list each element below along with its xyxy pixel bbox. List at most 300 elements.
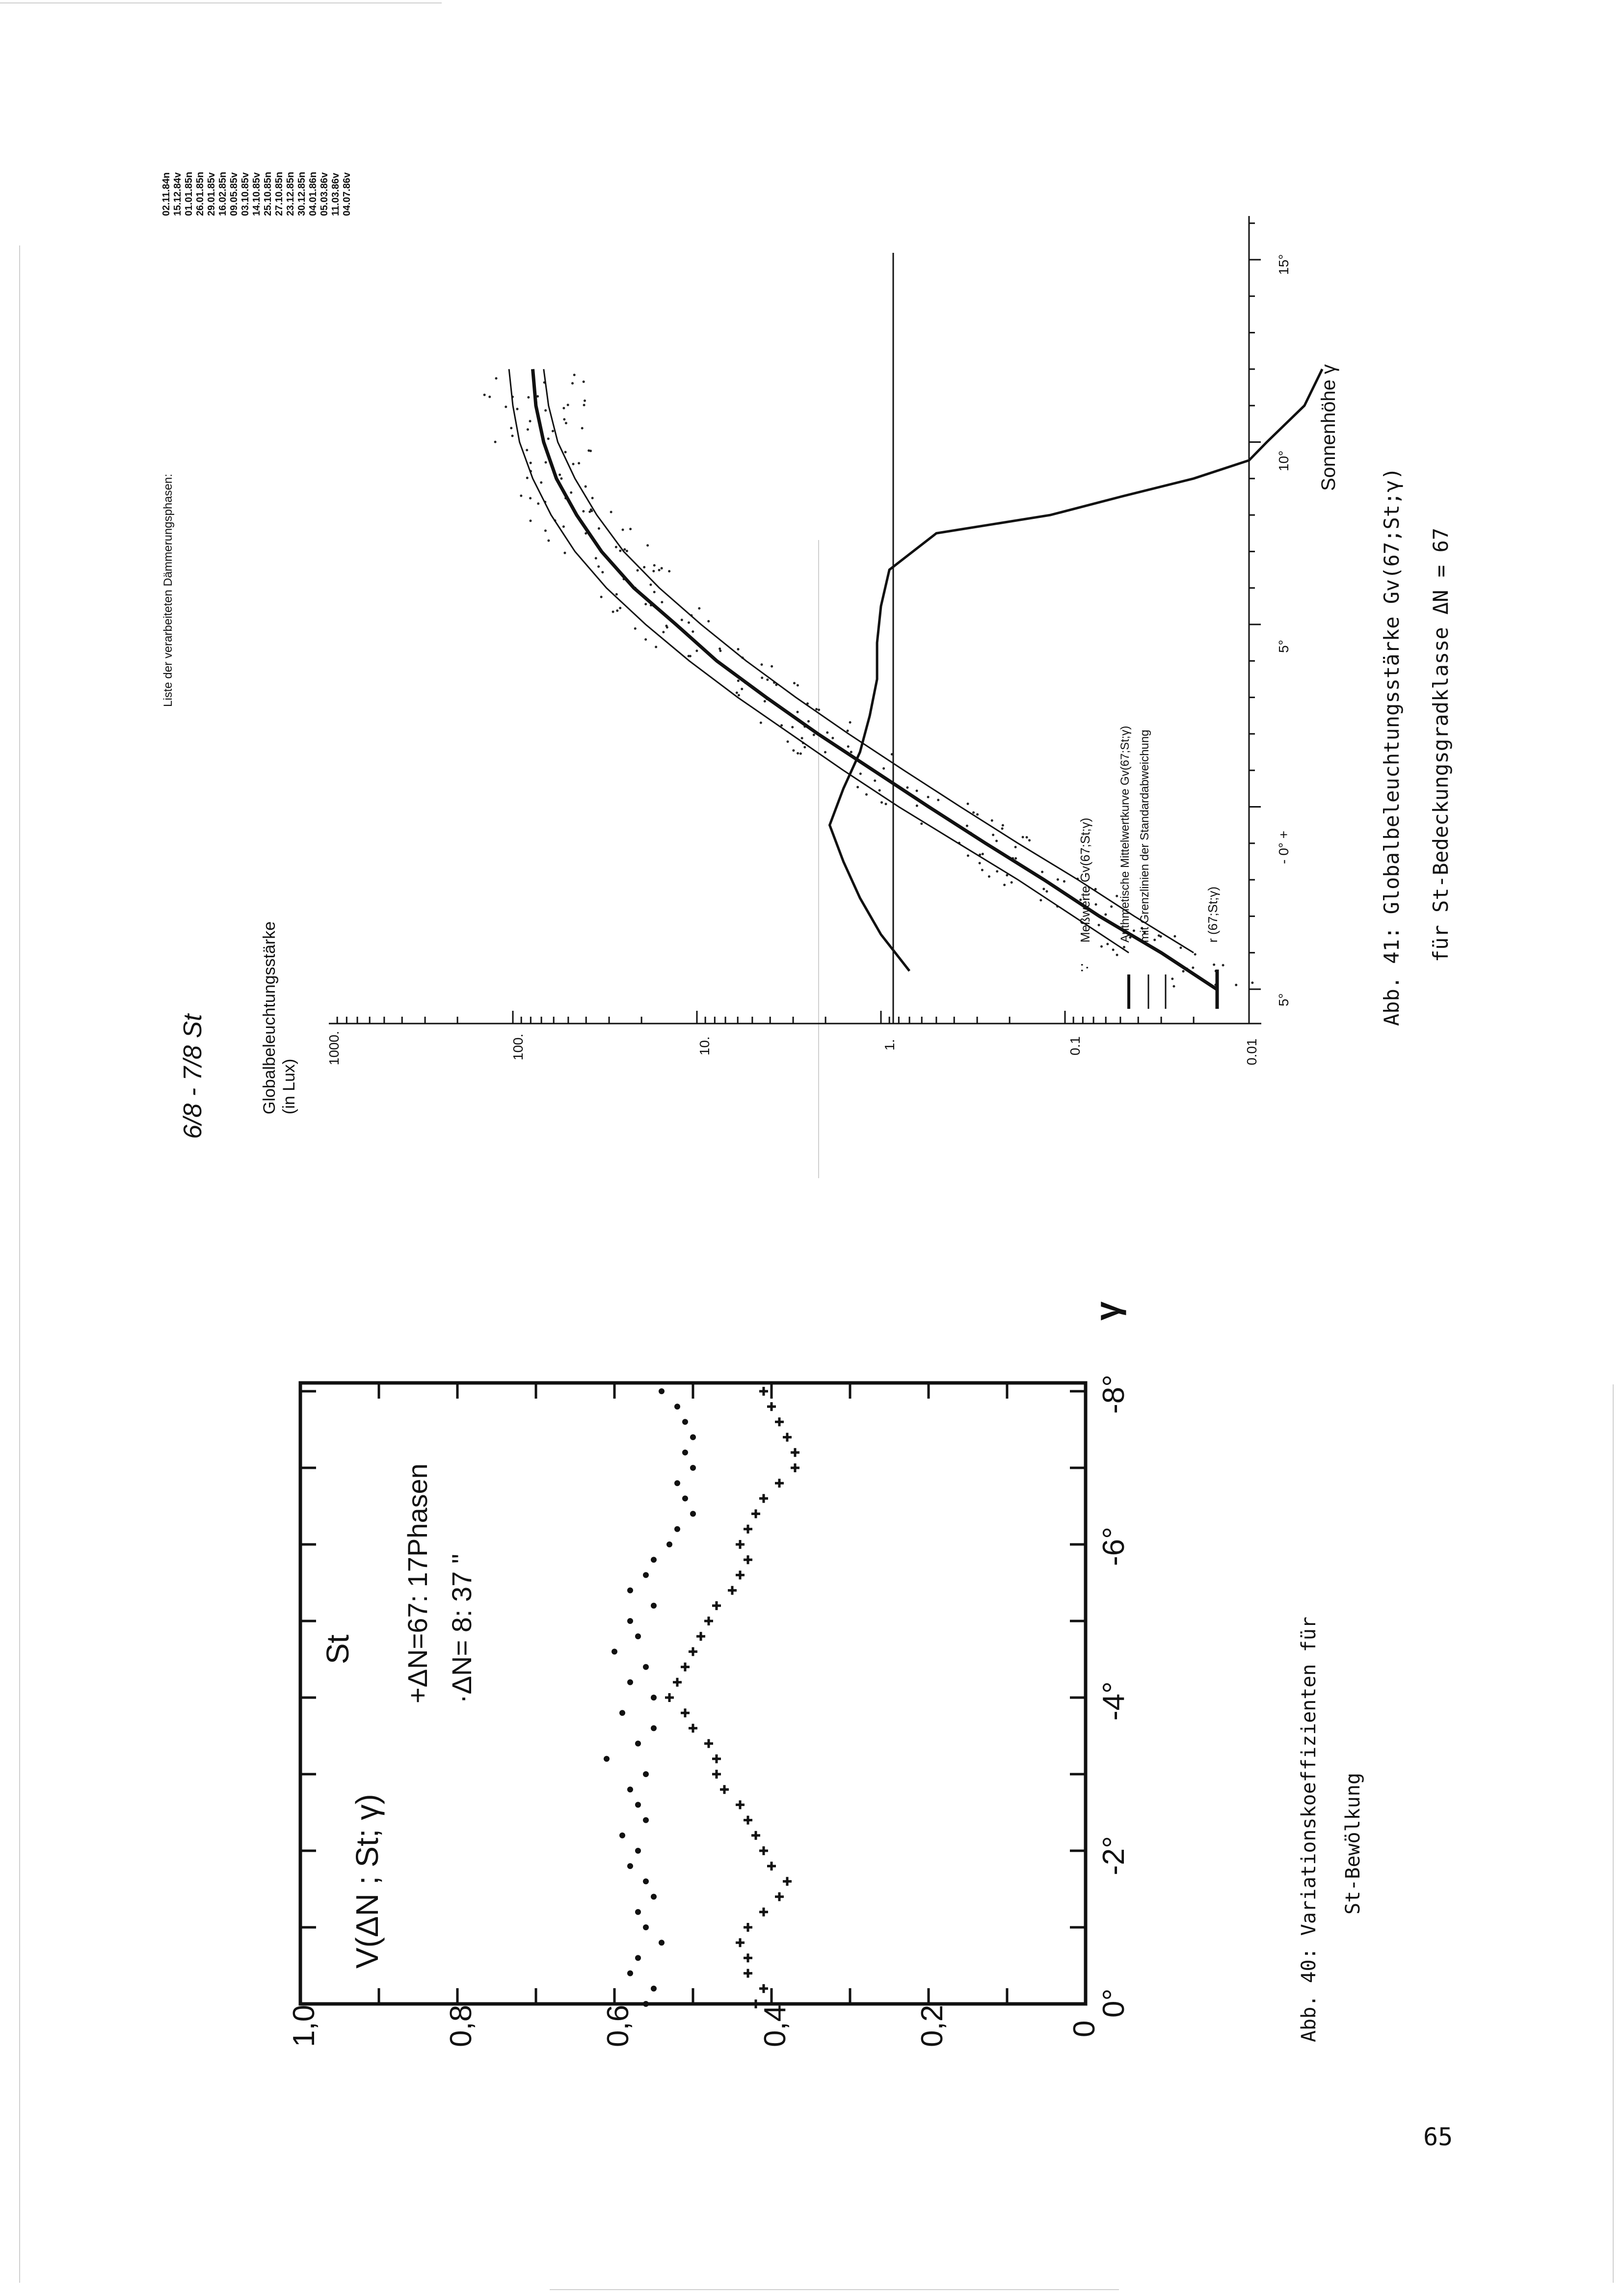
fig41-measured-point	[658, 569, 661, 571]
fig41-ytick-label: 0.1	[1067, 1036, 1083, 1055]
fig41-measured-point	[689, 655, 692, 657]
fig41-measured-point	[520, 494, 522, 497]
fig41-measured-point	[878, 789, 881, 791]
fig41-measured-point	[815, 708, 818, 710]
fig41-legend-measured-symbol: ∵	[1077, 963, 1092, 972]
fig41-measured-point	[1222, 964, 1224, 967]
fig41-measured-point	[1045, 890, 1048, 892]
fig41-measured-point	[1192, 967, 1194, 969]
fig41-measured-point	[526, 449, 528, 451]
fig41-measured-point	[818, 708, 820, 711]
fig41-measured-point	[1110, 905, 1113, 908]
fig40-plus-point	[791, 1448, 799, 1457]
fig40-plus-point	[673, 1678, 682, 1687]
fig41-measured-point	[537, 502, 539, 505]
fig40-ytick-label: 0,4	[758, 2004, 792, 2047]
fig41-measured-point	[1002, 824, 1004, 827]
fig41-measured-point	[681, 619, 683, 621]
fig40-plus-point	[751, 1831, 760, 1840]
fig40-plus-point	[720, 1785, 729, 1794]
fig41-measured-point	[530, 461, 532, 464]
fig41-measured-point	[826, 731, 828, 734]
fig41-measured-point	[824, 751, 826, 754]
fig41-measured-point	[1097, 924, 1100, 926]
fig41-measured-point	[916, 805, 918, 807]
fig41-measured-point	[1194, 953, 1197, 955]
fig41-measured-point	[1014, 846, 1017, 848]
fig41-measured-point	[1213, 964, 1215, 966]
fig41-measured-point	[595, 557, 597, 560]
fig41-measured-point	[850, 751, 852, 753]
fig41-measured-point	[629, 528, 632, 530]
fig40-dot-point	[682, 1450, 688, 1456]
fig40-dot-point	[643, 1878, 649, 1884]
fig41-ytick-label: 100.	[510, 1033, 526, 1060]
fig40-dot-point	[666, 1541, 672, 1547]
fig41-measured-point	[787, 740, 789, 743]
fig41-measured-point	[1100, 945, 1103, 948]
fig41-measured-point	[560, 477, 562, 480]
fig41-measured-point	[797, 684, 799, 687]
fig40-dot-point	[690, 1434, 696, 1440]
fig40-dot-point	[651, 1603, 657, 1609]
fig40-dot-point	[627, 1588, 633, 1594]
fig41-measured-point	[927, 796, 930, 798]
fig41-measured-point	[738, 694, 740, 697]
fig41-measured-point	[1235, 984, 1237, 986]
fig41-measured-point	[1095, 903, 1097, 906]
fig41-ytick-label: 1000.	[326, 1030, 342, 1065]
fig40-plus-point	[704, 1739, 713, 1748]
fig41-measured-point	[1042, 888, 1045, 890]
fig41-measured-point	[760, 722, 762, 724]
fig41-heading: 6/8 - 7/8 St	[179, 1014, 207, 1139]
fig41-ytick-label: 0.01	[1244, 1038, 1259, 1065]
fig41-measured-point	[619, 607, 621, 609]
fig41-measured-point	[529, 497, 532, 499]
fig41-measured-point	[661, 601, 663, 603]
fig41-measured-point	[615, 593, 618, 595]
fig40-dot-point	[612, 1648, 617, 1654]
fig40-dot-point	[619, 1833, 625, 1838]
phase-item: 14.10.85v	[251, 172, 262, 216]
fig41-measured-point	[570, 491, 572, 494]
fig40-dot-point	[659, 1940, 665, 1945]
fig41-measured-point	[516, 408, 518, 410]
fig40-plus-point	[689, 1647, 697, 1656]
fig41-measured-point	[1063, 880, 1065, 883]
fig41-measured-point	[582, 510, 585, 513]
fig41-measured-point	[1104, 913, 1107, 916]
fig40-ytick-label: 0	[1067, 2020, 1101, 2037]
fig40-dot-point	[643, 1771, 649, 1777]
fig40-dot-point	[604, 1756, 610, 1762]
fig40-ytick-label: 1,0	[287, 2004, 321, 2047]
fig41-ytick-label: 1.	[882, 1039, 897, 1051]
fig40-dot-point	[659, 1388, 665, 1394]
figure-41	[161, 172, 1453, 1139]
fig41-measured-point	[571, 382, 574, 384]
fig41-lines	[509, 369, 1322, 989]
fig40-plus-point	[775, 1417, 784, 1426]
fig41-legend-mean: Arithmetische Mittelwertkurve Gv(67;St;γ)	[1118, 726, 1132, 943]
fig40-title: St	[320, 1634, 355, 1664]
fig41-measured-point	[1158, 934, 1160, 937]
fig41-measured-point	[906, 786, 908, 789]
fig41-xtick-labels	[1276, 254, 1291, 1006]
fig41-measured-point	[972, 811, 975, 814]
fig40-dot-point	[643, 1817, 649, 1823]
fig41-measured-point	[847, 745, 850, 748]
fig40-plus-point	[736, 1570, 745, 1579]
fig41-measured-point	[547, 437, 550, 440]
fig41-measured-point	[591, 497, 594, 499]
fig41-measured-point	[562, 407, 565, 409]
fig41-measured-point	[981, 869, 984, 871]
fig41-measured-point	[578, 462, 580, 464]
fig41-measured-point	[1039, 899, 1042, 901]
fig40-plus-point	[767, 1402, 776, 1411]
fig41-measured-point	[598, 527, 600, 530]
fig41-measured-point	[653, 591, 656, 593]
fig41-measured-point	[766, 678, 769, 681]
phase-item: 09.05.85v	[229, 172, 239, 216]
phase-item: 02.11.84n	[161, 172, 172, 216]
fig40-dot-point	[690, 1465, 696, 1471]
fig41-measured-point	[552, 430, 554, 432]
phase-item: 27.10.85n	[274, 171, 285, 216]
fig41-measured-point	[601, 571, 604, 573]
phase-item: 15.12.84v	[172, 172, 183, 216]
fig41-measured-point	[996, 870, 998, 873]
fig40-plus-point	[744, 1953, 752, 1962]
fig40-plus-point	[775, 1479, 784, 1487]
fig41-measured-point	[891, 753, 893, 756]
fig41-measured-point	[737, 648, 740, 650]
fig40-dot-point	[627, 1863, 633, 1869]
fig41-measured-point	[653, 564, 656, 567]
fig40-plus-point	[696, 1632, 705, 1641]
fig40-dot-point	[674, 1404, 680, 1409]
fig41-measured-point	[1011, 881, 1013, 884]
fig41-list-title: Liste der verarbeiteten Dämmerungsphasen:	[161, 474, 175, 707]
fig41-measured-point	[719, 649, 721, 652]
fig41-measured-point	[626, 550, 628, 552]
fig41-measured-point	[511, 434, 514, 437]
fig41-measured-point	[991, 819, 993, 822]
fig40-plus-point	[665, 1693, 674, 1702]
fig41-measured-point	[610, 511, 612, 513]
fig40-dot-point	[635, 1741, 641, 1747]
fig41-measured-point	[1014, 857, 1017, 860]
fig41-series-line	[544, 369, 1194, 953]
fig40-plus-point	[759, 1387, 768, 1396]
fig40-dot-point	[635, 1802, 641, 1808]
fig40-plus-point	[744, 1923, 752, 1932]
fig40-xtick-label: 0°	[1097, 1988, 1131, 2018]
fig41-measured-point	[791, 726, 794, 729]
fig41-measured-point	[616, 609, 618, 612]
fig40-plus-point	[736, 1800, 745, 1809]
fig40-xtick-label: -4°	[1097, 1681, 1131, 1721]
page-number: 65	[1423, 2123, 1453, 2151]
fig40-plus-point	[759, 1494, 768, 1503]
fig41-measured-point	[581, 427, 584, 430]
fig40-legend-plus: +ΔN=67: 17Phasen	[402, 1463, 433, 1703]
fig40-dot-point	[643, 1572, 649, 1578]
fig41-measured-point	[527, 428, 529, 431]
fig41-measured-point	[992, 834, 994, 836]
fig41-measured-point	[856, 786, 859, 788]
fig41-legend-limits: mit Grenzlinien der Standardabweichung	[1138, 729, 1151, 943]
fig41-measured-point	[813, 733, 815, 736]
fig41-measured-point	[792, 749, 795, 752]
fig41-series-line	[533, 369, 1217, 989]
fig41-measured-point	[1022, 836, 1024, 838]
fig41-measured-point	[622, 529, 624, 531]
fig41-measured-point	[966, 825, 968, 827]
fig40-ylabel: V(ΔN ; St; γ)	[349, 1794, 385, 1969]
fig41-measured-point	[637, 569, 639, 571]
fig41-measured-point	[494, 441, 497, 443]
fig41-measured-point	[1057, 878, 1059, 881]
fig41-legend-measured: Meßwerte Gv(67;St;γ)	[1078, 817, 1092, 943]
fig41-xtick-label: 5°	[1276, 640, 1291, 653]
fig41-measured-point	[584, 400, 586, 402]
fig41-measured-point	[544, 530, 547, 532]
fig40-dot-point	[619, 1710, 625, 1716]
fig40-plus-point	[751, 1510, 760, 1518]
fig41-measured-point	[1179, 946, 1182, 949]
fig41-measured-point	[540, 481, 542, 484]
fig41-xtick-label: - 0° +	[1276, 830, 1291, 864]
fig41-measured-point	[526, 477, 529, 479]
fig40-plus-point	[704, 1617, 713, 1625]
fig40-plus-point	[712, 1755, 721, 1763]
fig40-xtick-labels	[1097, 1375, 1131, 2018]
fig40-marks	[604, 1387, 799, 2008]
phase-item: 29.01.85v	[206, 172, 217, 216]
fig41-measured-point	[573, 374, 576, 376]
fig41-xtick-label: 10°	[1276, 450, 1291, 471]
fig41-xtick-label: 15°	[1276, 254, 1291, 275]
fig40-plus-point	[744, 1555, 752, 1564]
fig41-measured-point	[761, 676, 763, 679]
fig40-legend-dot: ·ΔN= 8: 37 "	[446, 1554, 477, 1703]
fig41-measured-point	[1133, 929, 1135, 932]
fig41-measured-point	[920, 822, 923, 825]
fig41-xtick-label: 5°	[1276, 993, 1291, 1006]
fig40-plus-point	[759, 1908, 768, 1917]
fig41-measured-point	[967, 803, 969, 805]
fig41-measured-point	[982, 853, 984, 855]
fig41-measured-point	[583, 380, 585, 383]
fig41-measured-point	[529, 420, 532, 422]
fig40-plus-point	[759, 1984, 768, 1993]
fig41-measured-point	[874, 780, 876, 782]
fig41-measured-point	[600, 595, 603, 598]
fig41-measured-point	[988, 875, 990, 878]
fig41-measured-point	[1116, 954, 1118, 956]
phase-item: 05.03.86v	[319, 172, 330, 216]
fig41-measured-point	[615, 546, 617, 548]
fig40-dot-point	[635, 1848, 641, 1854]
fig41-measured-point	[563, 552, 566, 554]
fig41-legend-r: r (67;St;γ)	[1205, 886, 1220, 943]
fig41-measured-point	[718, 648, 721, 650]
fig41-measured-point	[847, 729, 849, 732]
fig40-plus-point	[775, 1892, 784, 1901]
fig40-ytick-label: 0,2	[915, 2004, 949, 2047]
phase-item: 01.01.85n	[184, 171, 194, 216]
fig41-measured-point	[529, 519, 532, 522]
fig41-measured-point	[1001, 827, 1004, 830]
scan-lines	[0, 3, 1613, 2290]
fig41-measured-point	[1041, 871, 1043, 873]
fig41-measured-point	[562, 525, 565, 528]
fig41-measured-point	[634, 627, 637, 630]
fig41-measured-point	[799, 753, 802, 755]
fig40-dot-point	[643, 1664, 649, 1670]
fig40-plus-point	[681, 1708, 690, 1717]
fig40-plus-point	[689, 1724, 697, 1732]
fig41-measured-point	[995, 840, 998, 842]
fig41-measured-point	[505, 405, 507, 408]
fig41-legend	[1077, 726, 1220, 1009]
fig41-measured-point	[483, 394, 486, 396]
phase-item: 23.12.85n	[285, 171, 296, 216]
fig40-plus-point	[712, 1601, 721, 1610]
phase-item: 16.02.85n	[217, 171, 228, 216]
fig40-ytick-label: 0,6	[601, 2004, 635, 2047]
fig40-dot-point	[674, 1526, 680, 1532]
phase-item: 30.12.85n	[296, 171, 307, 216]
fig41-measured-point	[803, 746, 806, 749]
fig41-measured-point	[859, 773, 862, 775]
fig40-dot-point	[682, 1495, 688, 1501]
fig40-plus-point	[728, 1586, 737, 1595]
fig41-measured-point	[488, 396, 491, 398]
phase-item: 03.10.85v	[240, 172, 251, 216]
fig41-measured-point	[707, 620, 710, 622]
fig41-measured-point	[510, 427, 512, 430]
fig41-measured-point	[1123, 946, 1125, 948]
fig41-measured-point	[797, 711, 799, 713]
fig40-dot-point	[651, 1986, 657, 1992]
fig41-measured-point	[976, 813, 979, 816]
fig41-measured-point	[563, 418, 565, 421]
fig40-plus-point	[744, 1816, 752, 1825]
fig41-measured-point	[831, 737, 834, 739]
fig41-measured-point	[916, 789, 918, 792]
fig41-measured-point	[737, 679, 740, 682]
fig41-measured-point	[1182, 970, 1185, 972]
fig40-dot-point	[627, 1618, 633, 1624]
fig41-caption-line1: Abb. 41: Globalbeleuchtungsstärke Gv(67;St;γ)	[1380, 467, 1404, 1026]
fig40-xtick-label: -6°	[1097, 1527, 1131, 1566]
fig41-measured-point	[652, 570, 655, 572]
fig41-phase-list	[161, 172, 352, 216]
fig41-measured-point	[1112, 948, 1115, 951]
fig41-ylabel-line1: Globalbeleuchtungsstärke	[260, 921, 279, 1114]
fig41-measured-point	[547, 540, 550, 542]
fig41-measured-point	[865, 793, 868, 796]
fig40-xlabel: γ	[1088, 1301, 1126, 1321]
fig40-ytick-label: 0,8	[444, 2004, 478, 2047]
fig40-plus-point	[744, 1525, 752, 1534]
figure-40	[287, 1301, 1364, 2047]
fig40-dot-point	[643, 1924, 649, 1930]
fig41-measured-point	[661, 567, 663, 569]
fig41-caption-line2: für St-Bedeckungsgradklasse ΔN = 67	[1429, 527, 1453, 962]
fig41-measured-point	[559, 474, 561, 476]
fig41-measured-point	[643, 566, 645, 568]
fig40-dot-point	[643, 2001, 649, 2007]
fig40-dot-point	[682, 1419, 688, 1425]
fig41-measured-point	[545, 461, 547, 463]
fig41-measured-point	[544, 409, 547, 412]
phase-item: 25.10.85n	[263, 171, 273, 216]
fig41-measured-point	[572, 463, 575, 465]
fig40-xtick-label: -8°	[1097, 1375, 1131, 1414]
fig40-plus-point	[736, 1938, 745, 1947]
fig40-plus-point	[783, 1433, 792, 1442]
fig41-measured-point	[583, 404, 585, 406]
fig40-dot-point	[635, 1909, 641, 1915]
fig41-measured-point	[1172, 985, 1175, 988]
fig41-measured-point	[1026, 836, 1028, 838]
fig41-measured-point	[619, 549, 621, 552]
fig41-measured-point	[1116, 895, 1118, 897]
fig41-measured-point	[668, 570, 670, 572]
fig40-plus-point	[712, 1770, 721, 1779]
fig41-measured-point	[612, 611, 614, 613]
fig41-measured-point	[797, 752, 799, 755]
fig41-measured-point	[937, 799, 939, 801]
fig40-xtick-label: -2°	[1097, 1836, 1131, 1875]
fig40-dot-point	[674, 1480, 680, 1486]
fig41-measured-point	[692, 630, 694, 633]
fig40-plus-point	[744, 1969, 752, 1978]
fig40-plus-point	[783, 1877, 792, 1886]
fig41-measured-point	[585, 486, 587, 488]
fig41-measured-point	[849, 721, 851, 724]
fig41-measured-point	[587, 449, 590, 452]
fig41-measured-point	[807, 720, 810, 723]
fig41-measured-point	[527, 396, 530, 399]
phase-item: 04.01.86n	[308, 171, 319, 216]
fig40-dot-point	[627, 1786, 633, 1792]
fig41-measured-point	[764, 700, 766, 702]
phase-item: 26.01.85n	[195, 171, 206, 216]
fig41-measured-point	[495, 377, 498, 379]
fig41-measured-point	[565, 422, 567, 424]
fig41-measured-point	[590, 510, 593, 512]
fig41-measured-point	[564, 451, 567, 453]
fig41-measured-point	[695, 649, 698, 652]
fig41-measured-point	[882, 767, 885, 770]
fig41-measured-point	[1173, 935, 1176, 938]
fig40-plus-point	[791, 1463, 799, 1472]
fig41-measured-point	[649, 584, 652, 586]
fig41-measured-point	[1003, 884, 1006, 886]
fig41-measured-point	[736, 692, 738, 694]
fig41-measured-point	[741, 688, 743, 690]
fig40-plus-point	[759, 1846, 768, 1855]
fig41-measured-point	[567, 404, 569, 406]
fig40-dot-point	[651, 1894, 657, 1900]
fig41-measured-point	[1251, 981, 1253, 984]
